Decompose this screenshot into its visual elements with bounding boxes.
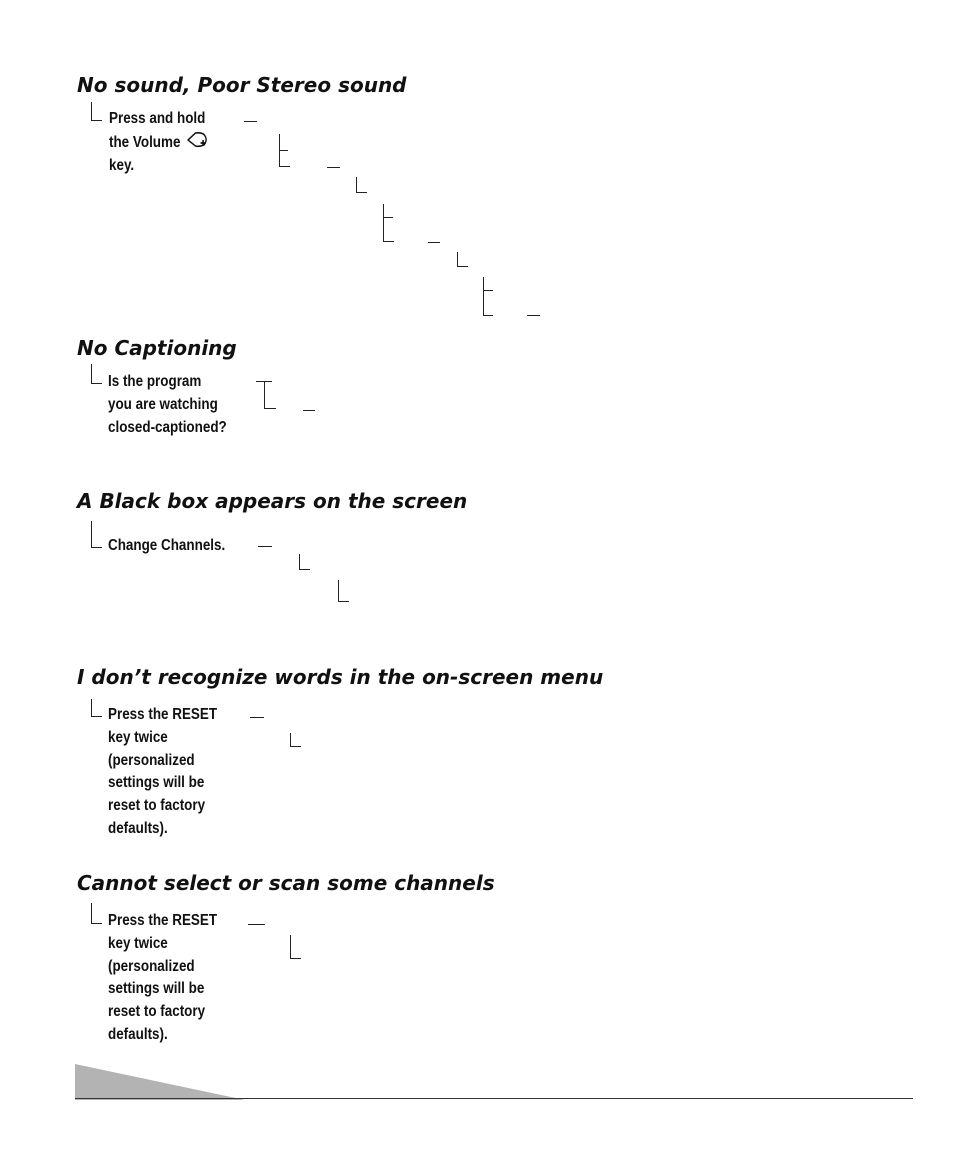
step-text: Change Channels. — [108, 537, 226, 554]
flow-connector — [483, 315, 493, 316]
flow-connector — [327, 167, 340, 168]
footer-tab — [75, 1064, 245, 1100]
flow-connector — [91, 364, 102, 384]
flow-connector — [279, 150, 288, 151]
footer-rule — [75, 1098, 913, 1099]
flow-connector — [383, 217, 393, 218]
section-heading: I don’t recognize words in the on-screen menu — [77, 665, 604, 689]
flow-connector — [279, 166, 290, 167]
section-heading: No Captioning — [77, 336, 237, 360]
step-text: Is the program you are watching closed-captioned? — [108, 373, 227, 436]
flow-connector — [356, 177, 367, 193]
flow-connector — [303, 410, 315, 411]
flow-connector — [91, 521, 102, 548]
flow-connector — [383, 241, 394, 242]
flow-connector — [290, 733, 301, 747]
volume-plus-icon — [185, 131, 209, 149]
step-text: Press the RESET key twice (personalized settings will be reset to factory defaults). — [108, 912, 218, 1043]
section-heading: Cannot select or scan some channels — [77, 871, 495, 895]
section-heading: No sound, Poor Stereo sound — [77, 73, 407, 97]
flow-connector — [338, 580, 349, 602]
flow-connector — [383, 204, 384, 241]
flow-connector — [428, 242, 440, 243]
flow-connector — [483, 290, 493, 291]
flow-connector — [457, 252, 468, 267]
flow-connector — [250, 717, 264, 718]
flow-connector — [290, 935, 301, 959]
flow-connector — [91, 903, 102, 924]
flow-connector — [264, 408, 276, 409]
flow-connector — [527, 315, 540, 316]
flow-connector — [91, 102, 102, 121]
flow-connector — [299, 554, 310, 570]
flow-connector — [258, 546, 272, 547]
flow-connector — [483, 277, 484, 315]
step-text: Press the RESET key twice (personalized settings will be reset to factory defaults). — [108, 706, 218, 837]
section-heading: A Black box appears on the screen — [77, 489, 468, 513]
flow-connector — [91, 699, 102, 717]
flow-connector — [244, 121, 257, 122]
flow-connector — [264, 381, 265, 408]
flow-connector — [248, 924, 265, 925]
step-text: Press and hold the Volume key. — [109, 108, 209, 177]
